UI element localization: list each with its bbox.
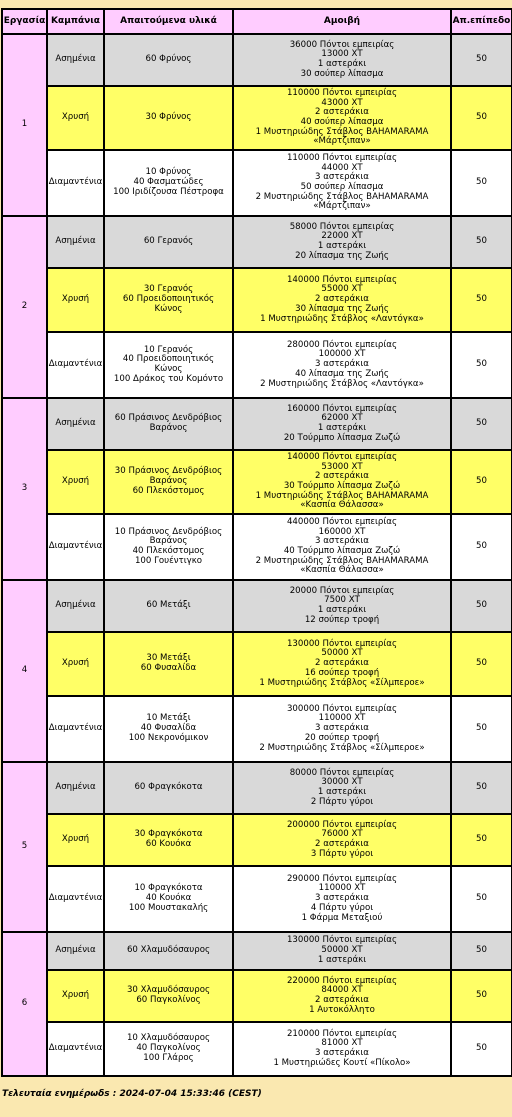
reward-line: 1 αστεράκι — [317, 605, 367, 615]
reward-line: 55000 ΧΤ — [321, 284, 363, 295]
task-number-cell: 6 — [2, 932, 47, 1076]
campaign-cell: Χρυσή — [47, 86, 104, 150]
material-line: 60 Γερανός — [143, 236, 194, 247]
reward-cell — [233, 696, 451, 762]
reward-line: 44000 ΧΤ — [321, 162, 363, 173]
reward-line: 1 Μυστηριώδης Στάβλος BAHAMARAMA — [255, 490, 429, 501]
reward-line: 84000 ΧΤ — [321, 985, 363, 996]
material-line: 10 Πράσινος Δενδρόβιος — [114, 526, 223, 537]
reward-line: 30 Τούρμπο λίπασμα Ζωζώ — [283, 481, 401, 491]
reward-line: 40 Τούρμπο λίπασμα Ζωζώ — [283, 546, 401, 556]
level-cell: 50 — [451, 814, 512, 866]
material-line: 40 Φυσαλίδα — [140, 723, 197, 734]
level-cell: 50 — [451, 970, 512, 1022]
reward-line: 2 Πάρτυ γύροι — [310, 796, 374, 807]
reward-line: «Κασπία Θάλασσα» — [300, 500, 384, 511]
material-line: Βαράνος — [149, 476, 188, 487]
material-line: Κώνος — [154, 303, 183, 314]
level-cell: 50 — [451, 450, 512, 514]
table-row — [2, 216, 512, 268]
table-row — [2, 1022, 512, 1076]
reward-line: 62000 ΧΤ — [321, 413, 363, 424]
level-cell: 50 — [451, 632, 512, 696]
reward-line: 22000 ΧΤ — [321, 231, 363, 242]
reward-line: 1 Μυστηριώδης Στάβλος «Σίλμπεροε» — [259, 677, 425, 688]
reward-line: 30 λίπασμα της Ζωής — [295, 303, 389, 314]
table-row — [2, 696, 512, 762]
materials-cell — [104, 632, 233, 696]
campaign-cell: Ασημένια — [47, 34, 104, 86]
reward-line: 58000 Πόντοι εμπειρίας — [289, 221, 395, 232]
materials-cell — [104, 762, 233, 814]
reward-line: 20 Τούρμπο λίπασμα Ζωζώ — [283, 432, 401, 443]
material-line: 100 Ιριδίζουσα Πέστροφα — [113, 186, 224, 197]
materials-cell — [104, 932, 233, 970]
materials-cell — [104, 866, 233, 932]
level-cell: 50 — [451, 696, 512, 762]
campaign-cell: Χρυσή — [47, 970, 104, 1022]
reward-line: 40 λίπασμα της Ζωής — [295, 368, 389, 379]
materials-cell — [104, 580, 233, 632]
reward-line: 16 σούπερ τροφή — [304, 667, 380, 678]
table-row — [2, 332, 512, 398]
materials-cell — [104, 34, 233, 86]
last-updated-footer: Τελευταία ενημέρωδs : 2024-07-04 15:33:46 (CEST) — [2, 1089, 262, 1099]
reward-cell — [233, 150, 451, 216]
reward-line: 1 Μυστηριώδης Στάβλος «Λαντόγκα» — [260, 313, 424, 324]
material-line: 30 Φρύνος — [145, 112, 192, 123]
materials-cell — [104, 150, 233, 216]
reward-line: 2 Μυστηριώδης Στάβλος BAHAMARAMA — [255, 191, 429, 202]
reward-line: 160000 ΧΤ — [318, 526, 366, 537]
reward-line: 2 αστεράκια — [315, 995, 369, 1005]
task-number-cell: 3 — [2, 398, 47, 580]
header-level: Απ.επίπεδο — [451, 9, 512, 34]
header-row — [2, 9, 512, 34]
reward-line: 50000 ΧΤ — [321, 648, 363, 659]
task-number-cell: 1 — [2, 34, 47, 216]
table-body — [2, 34, 512, 1076]
material-line: Βαράνος — [149, 423, 188, 433]
reward-cell — [233, 762, 451, 814]
campaign-cell: Διαμαντένια — [47, 332, 104, 398]
reward-line: 1 αστεράκι — [317, 954, 367, 965]
level-cell: 50 — [451, 150, 512, 216]
material-line: 100 Δράκος του Κομόντο — [113, 373, 224, 384]
material-line: 30 Γερανός — [143, 284, 194, 295]
reward-line: 43000 ΧΤ — [321, 97, 363, 108]
reward-line: 110000 ΧΤ — [318, 883, 366, 894]
material-line: 10 Γερανός — [143, 344, 194, 355]
campaign-cell: Ασημένια — [47, 932, 104, 970]
campaign-cell: Ασημένια — [47, 216, 104, 268]
reward-line: 1 αστεράκι — [317, 59, 367, 69]
material-line: 30 Χλαμυδόσαυρος — [126, 985, 211, 996]
reward-line: 2 Μυστηριώδης Στάβλος BAHAMARAMA — [255, 555, 429, 566]
reward-line: 12 σούπερ τροφή — [304, 614, 380, 625]
reward-line: 81000 ΧΤ — [321, 1038, 363, 1049]
reward-line: 50000 ΧΤ — [321, 945, 363, 956]
reward-cell — [233, 580, 451, 632]
reward-line: 140000 Πόντοι εμπειρίας — [286, 274, 398, 285]
reward-line: 1 Μυστηριώδες Κουτί «Πίκολο» — [273, 1057, 411, 1068]
level-cell: 50 — [451, 332, 512, 398]
materials-cell — [104, 514, 233, 580]
reward-line: 3 αστεράκια — [315, 723, 369, 734]
campaign-cell: Διαμαντένια — [47, 514, 104, 580]
reward-line: «Μάρτζιπαν» — [313, 201, 371, 212]
header-campaign: Καμπάνια — [47, 9, 104, 34]
reward-line: 2 αστεράκια — [315, 107, 369, 118]
campaign-cell: Ασημένια — [47, 398, 104, 450]
reward-cell — [233, 332, 451, 398]
reward-line: 3 Πάρτυ γύροι — [310, 848, 374, 859]
material-line: 10 Φρύνος — [145, 167, 192, 178]
level-cell: 50 — [451, 34, 512, 86]
reward-line: 40 σούπερ λίπασμα — [300, 117, 384, 127]
reward-line: 130000 Πόντοι εμπειρίας — [286, 935, 398, 946]
reward-cell — [233, 216, 451, 268]
materials-cell — [104, 268, 233, 332]
level-cell: 50 — [451, 398, 512, 450]
level-cell: 50 — [451, 580, 512, 632]
material-line: 60 Πλεκόστομος — [132, 485, 205, 496]
reward-line: 2 αστεράκια — [315, 294, 369, 305]
materials-cell — [104, 398, 233, 450]
campaign-cell: Χρυσή — [47, 632, 104, 696]
reward-cell — [233, 814, 451, 866]
reward-line: 160000 Πόντοι εμπειρίας — [286, 403, 398, 414]
reward-line: 2 αστεράκια — [315, 471, 369, 482]
campaign-cell: Χρυσή — [47, 268, 104, 332]
materials-cell — [104, 970, 233, 1022]
material-line: 10 Φραγκόκοτα — [134, 883, 203, 894]
tasks-table — [1, 8, 512, 1077]
reward-cell — [233, 970, 451, 1022]
reward-line: 3 αστεράκια — [315, 359, 369, 370]
reward-line: 53000 ΧΤ — [321, 461, 363, 472]
reward-line: 1 Αυτοκόλλητο — [309, 1004, 375, 1015]
reward-line: 80000 Πόντοι εμπειρίας — [289, 767, 395, 778]
reward-line: 280000 Πόντοι εμπειρίας — [286, 339, 398, 350]
header-reward: Αμοιβή — [233, 9, 451, 34]
reward-line: 2 αστεράκια — [315, 658, 369, 669]
table-row — [2, 632, 512, 696]
material-line: 100 Γουέντιγκο — [134, 555, 203, 566]
header-materials: Απαιτούμενα υλικά — [104, 9, 233, 34]
materials-cell — [104, 332, 233, 398]
reward-line: 440000 Πόντοι εμπειρίας — [286, 516, 398, 527]
reward-line: 20 λίπασμα της Ζωής — [295, 250, 389, 261]
reward-line: 220000 Πόντοι εμπειρίας — [286, 975, 398, 986]
reward-line: 36000 Πόντοι εμπειρίας — [289, 39, 395, 50]
reward-line: 76000 ΧΤ — [321, 829, 363, 840]
material-line: 60 Φρύνος — [145, 54, 192, 65]
table-row — [2, 866, 512, 932]
level-cell: 50 — [451, 216, 512, 268]
level-cell: 50 — [451, 762, 512, 814]
reward-line: 3 αστεράκια — [315, 536, 369, 547]
reward-line: 2 Μυστηριώδης Στάβλος «Σίλμπεροε» — [259, 742, 425, 753]
material-line: 30 Φραγκόκοτα — [134, 829, 203, 840]
reward-line: 110000 Πόντοι εμπειρίας — [286, 87, 398, 98]
material-line: 100 Μουστακαλής — [128, 902, 209, 913]
level-cell: 50 — [451, 514, 512, 580]
table-row — [2, 514, 512, 580]
table-row — [2, 268, 512, 332]
reward-line: 20 σούπερ τροφή — [304, 732, 380, 743]
material-line: 60 Κουόκα — [145, 839, 192, 849]
table-row — [2, 86, 512, 150]
campaign-cell: Διαμαντένια — [47, 696, 104, 762]
reward-line: 3 αστεράκια — [315, 893, 369, 904]
material-line: 60 Μετάξι — [146, 600, 191, 611]
table-row — [2, 580, 512, 632]
reward-cell — [233, 450, 451, 514]
reward-line: 200000 Πόντοι εμπειρίας — [286, 819, 398, 830]
table-row — [2, 932, 512, 970]
reward-cell — [233, 632, 451, 696]
material-line: 10 Χλαμυδόσαυρος — [126, 1033, 211, 1044]
reward-line: 3 αστεράκια — [315, 1048, 369, 1058]
reward-line: «Κασπία Θάλασσα» — [300, 565, 384, 576]
reward-line: 140000 Πόντοι εμπειρίας — [286, 451, 398, 462]
materials-cell — [104, 814, 233, 866]
reward-line: 1 αστεράκι — [317, 241, 367, 251]
material-line: 60 Χλαμυδόσαυρος — [126, 945, 211, 956]
level-cell: 50 — [451, 86, 512, 150]
material-line: 30 Μετάξι — [146, 653, 191, 664]
material-line: 100 Γλάρος — [143, 1052, 194, 1063]
reward-line: 20000 Πόντοι εμπειρίας — [289, 585, 395, 596]
campaign-cell: Χρυσή — [47, 814, 104, 866]
material-line: Βαράνος — [149, 536, 188, 547]
reward-cell — [233, 86, 451, 150]
materials-cell — [104, 696, 233, 762]
task-number-cell: 5 — [2, 762, 47, 932]
reward-line: 3 αστεράκια — [315, 172, 369, 183]
campaign-cell: Ασημένια — [47, 762, 104, 814]
campaign-cell: Διαμαντένια — [47, 866, 104, 932]
reward-cell — [233, 1022, 451, 1076]
reward-line: 13000 ΧΤ — [321, 49, 363, 60]
reward-line: 2 Μυστηριώδης Στάβλος «Λαντόγκα» — [260, 378, 424, 389]
material-line: 60 Φυσαλίδα — [140, 663, 197, 673]
reward-line: 290000 Πόντοι εμπειρίας — [286, 873, 398, 884]
reward-line: 100000 ΧΤ — [318, 349, 366, 360]
reward-line: 110000 ΧΤ — [318, 713, 366, 724]
header-task: Εργασία — [2, 9, 47, 34]
level-cell: 50 — [451, 268, 512, 332]
reward-cell — [233, 514, 451, 580]
material-line: 40 Προειδοποιητικός — [122, 354, 215, 365]
table-row — [2, 814, 512, 866]
level-cell: 50 — [451, 1022, 512, 1076]
material-line: 60 Πράσινος Δενδρόβιος — [114, 413, 223, 424]
material-line: 40 Κουόκα — [145, 893, 192, 904]
table-row — [2, 150, 512, 216]
materials-cell — [104, 216, 233, 268]
level-cell: 50 — [451, 866, 512, 932]
reward-cell — [233, 932, 451, 970]
reward-line: 50 σούπερ λίπασμα — [300, 182, 384, 192]
reward-line: 7500 ΧΤ — [324, 595, 360, 606]
reward-cell — [233, 866, 451, 932]
material-line: 30 Πράσινος Δενδρόβιος — [114, 466, 223, 477]
materials-cell — [104, 86, 233, 150]
table-row — [2, 398, 512, 450]
table-row — [2, 970, 512, 1022]
reward-cell — [233, 398, 451, 450]
material-line: 60 Παγκολίνος — [136, 995, 201, 1005]
campaign-cell: Χρυσή — [47, 450, 104, 514]
reward-cell — [233, 268, 451, 332]
reward-line: 300000 Πόντοι εμπειρίας — [286, 703, 398, 714]
material-line: 10 Μετάξι — [146, 713, 191, 724]
material-line: Κώνος — [154, 364, 183, 374]
reward-line: 30000 ΧΤ — [321, 777, 363, 788]
table-row — [2, 450, 512, 514]
campaign-cell: Διαμαντένια — [47, 1022, 104, 1076]
reward-line: 110000 Πόντοι εμπειρίας — [286, 152, 398, 163]
materials-cell — [104, 450, 233, 514]
table-row — [2, 34, 512, 86]
material-line: 60 Προειδοποιητικός — [122, 294, 215, 305]
materials-cell — [104, 1022, 233, 1076]
reward-line: 1 αστεράκι — [317, 423, 367, 433]
reward-line: 1 Μυστηριώδης Στάβλος BAHAMARAMA — [255, 126, 429, 137]
task-number-cell: 2 — [2, 216, 47, 398]
reward-line: 1 αστεράκι — [317, 787, 367, 797]
table-row — [2, 762, 512, 814]
reward-cell — [233, 34, 451, 86]
campaign-cell: Ασημένια — [47, 580, 104, 632]
material-line: 40 Παγκολίνος — [136, 1043, 201, 1054]
reward-line: «Μάρτζιπαν» — [313, 136, 371, 147]
material-line: 60 Φραγκόκοτα — [134, 782, 203, 793]
material-line: 100 Νεκρονόμικον — [128, 732, 209, 743]
reward-line: 30 σούπερ λίπασμα — [300, 68, 384, 79]
reward-line: 4 Πάρτυ γύροι — [310, 902, 374, 913]
level-cell: 50 — [451, 932, 512, 970]
material-line: 40 Πλεκόστομος — [132, 546, 205, 556]
material-line: 40 Φασματώδες — [133, 177, 204, 188]
task-number-cell: 4 — [2, 580, 47, 762]
campaign-cell: Διαμαντένια — [47, 150, 104, 216]
reward-line: 2 αστεράκια — [315, 839, 369, 849]
reward-line: 130000 Πόντοι εμπειρίας — [286, 638, 398, 649]
reward-line: 210000 Πόντοι εμπειρίας — [286, 1028, 398, 1039]
reward-line: 1 Φάρμα Μεταξιού — [301, 912, 383, 923]
